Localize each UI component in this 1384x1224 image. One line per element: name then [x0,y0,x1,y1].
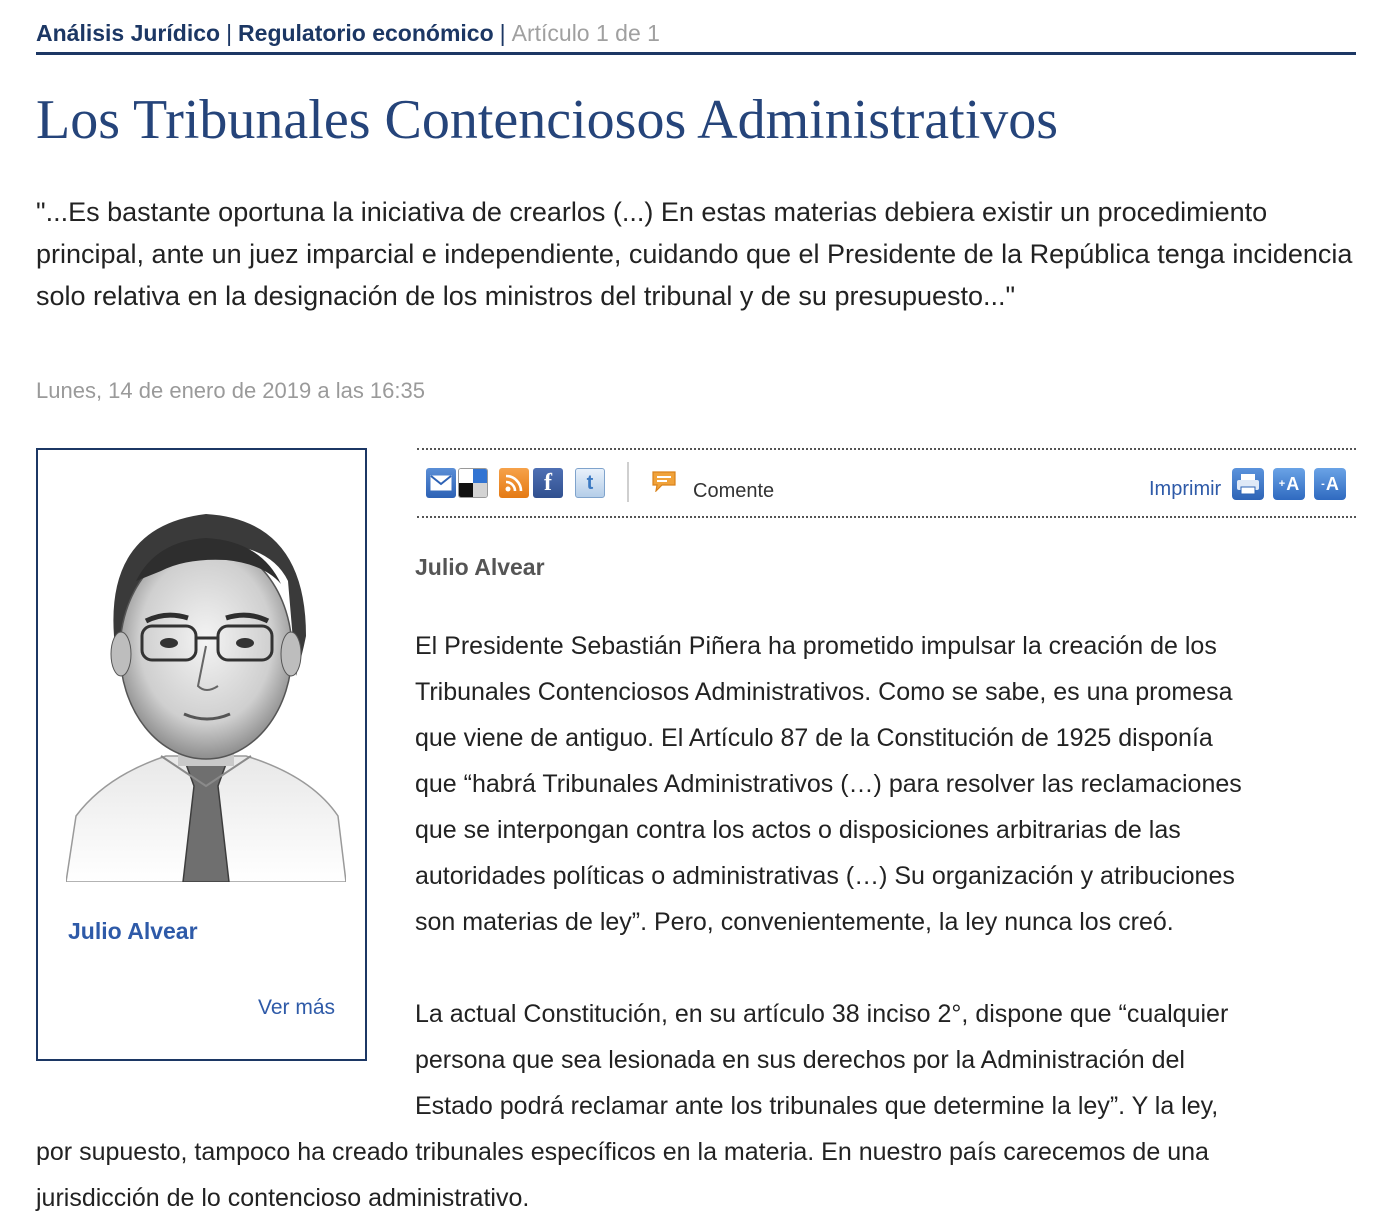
header-rule [36,52,1356,55]
breadcrumb-separator: | [226,20,233,46]
comment-icon[interactable] [651,470,677,492]
share-toolbar [417,448,1356,518]
article-byline: Julio Alvear [415,554,545,580]
twitter-icon[interactable]: t [575,468,605,498]
paragraph-line: La actual Constitución, en su artículo 38 inciso 2°, dispone que “cualquier [415,1000,1229,1028]
paragraph-line: por supuesto, tampoco ha creado tribunales específicos en la materia. En nuestro país carecemos de una [36,1138,1209,1166]
breadcrumb-separator: | [499,20,506,46]
breadcrumb [36,18,660,48]
comment-link[interactable]: Comente [693,480,775,502]
printer-icon[interactable] [1232,468,1264,500]
article-paragraph-continued [36,1129,1366,1221]
see-more-link[interactable]: Ver más [257,996,335,1019]
paragraph-line: que “habrá Tribunales Administrativos (…) para resolver las reclamaciones [415,770,1242,798]
paragraph-line: que se interpongan contra los actos o disposiciones arbitrarias de las [415,816,1181,844]
paragraph-line: Estado podrá reclamar ante los tribunales que determine la ley”. Y la ley, [415,1092,1219,1120]
paragraph-line: autoridades políticas o administrativas (…) Su organización y atribuciones [415,862,1235,890]
paragraph-line: El Presidente Sebastián Piñera ha prometido impulsar la creación de los [415,632,1217,660]
email-icon[interactable] [426,468,456,498]
facebook-icon[interactable]: f [533,468,563,498]
author-name-link[interactable]: Julio Alvear [68,918,198,944]
paragraph-line: persona que sea lesionada en sus derechos por la Administración del [415,1046,1185,1074]
delicious-icon[interactable] [458,468,488,498]
paragraph-line: que viene de antiguo. El Artículo 87 de la Constitución de 1925 disponía [415,724,1213,752]
article-paragraph [415,623,1355,945]
breadcrumb-subsection-link[interactable]: Regulatorio económico [238,20,494,46]
paragraph-line: jurisdicción de lo contencioso administrativo. [36,1184,530,1212]
toolbar-divider [627,462,629,502]
decrease-font-button[interactable]: - A [1314,468,1346,500]
increase-font-glyph: A [1286,473,1300,494]
article-lead: "...Es bastante oportuna la iniciativa de crearlos (...) En estas materias debiera existir un procedimiento principal, ante un juez imparcial e independiente, cuidando que el Presidente de la República tenga incidencia solo relativa en la designación de los ministros del tribunal y de su presupuesto..." [36,197,1353,311]
breadcrumb-position: Artículo 1 de 1 [511,20,660,46]
author-portrait [66,486,346,882]
paragraph-line: son materias de ley”. Pero, convenientemente, la ley nunca los creó. [415,908,1174,936]
increase-font-button[interactable]: + A [1273,468,1305,500]
print-link[interactable]: Imprimir [1149,478,1222,500]
publish-date: Lunes, 14 de enero de 2019 a las 16:35 [36,378,425,403]
page-title: Los Tribunales Contenciosos Administrativos [36,89,1059,151]
rss-icon[interactable] [499,468,529,498]
article-paragraph [415,991,1355,1129]
paragraph-line: Tribunales Contenciosos Administrativos. Como se sabe, es una promesa [415,678,1233,706]
author-card [36,448,367,1061]
decrease-font-glyph: A [1325,473,1339,494]
breadcrumb-section-link[interactable]: Análisis Jurídico [36,20,221,46]
